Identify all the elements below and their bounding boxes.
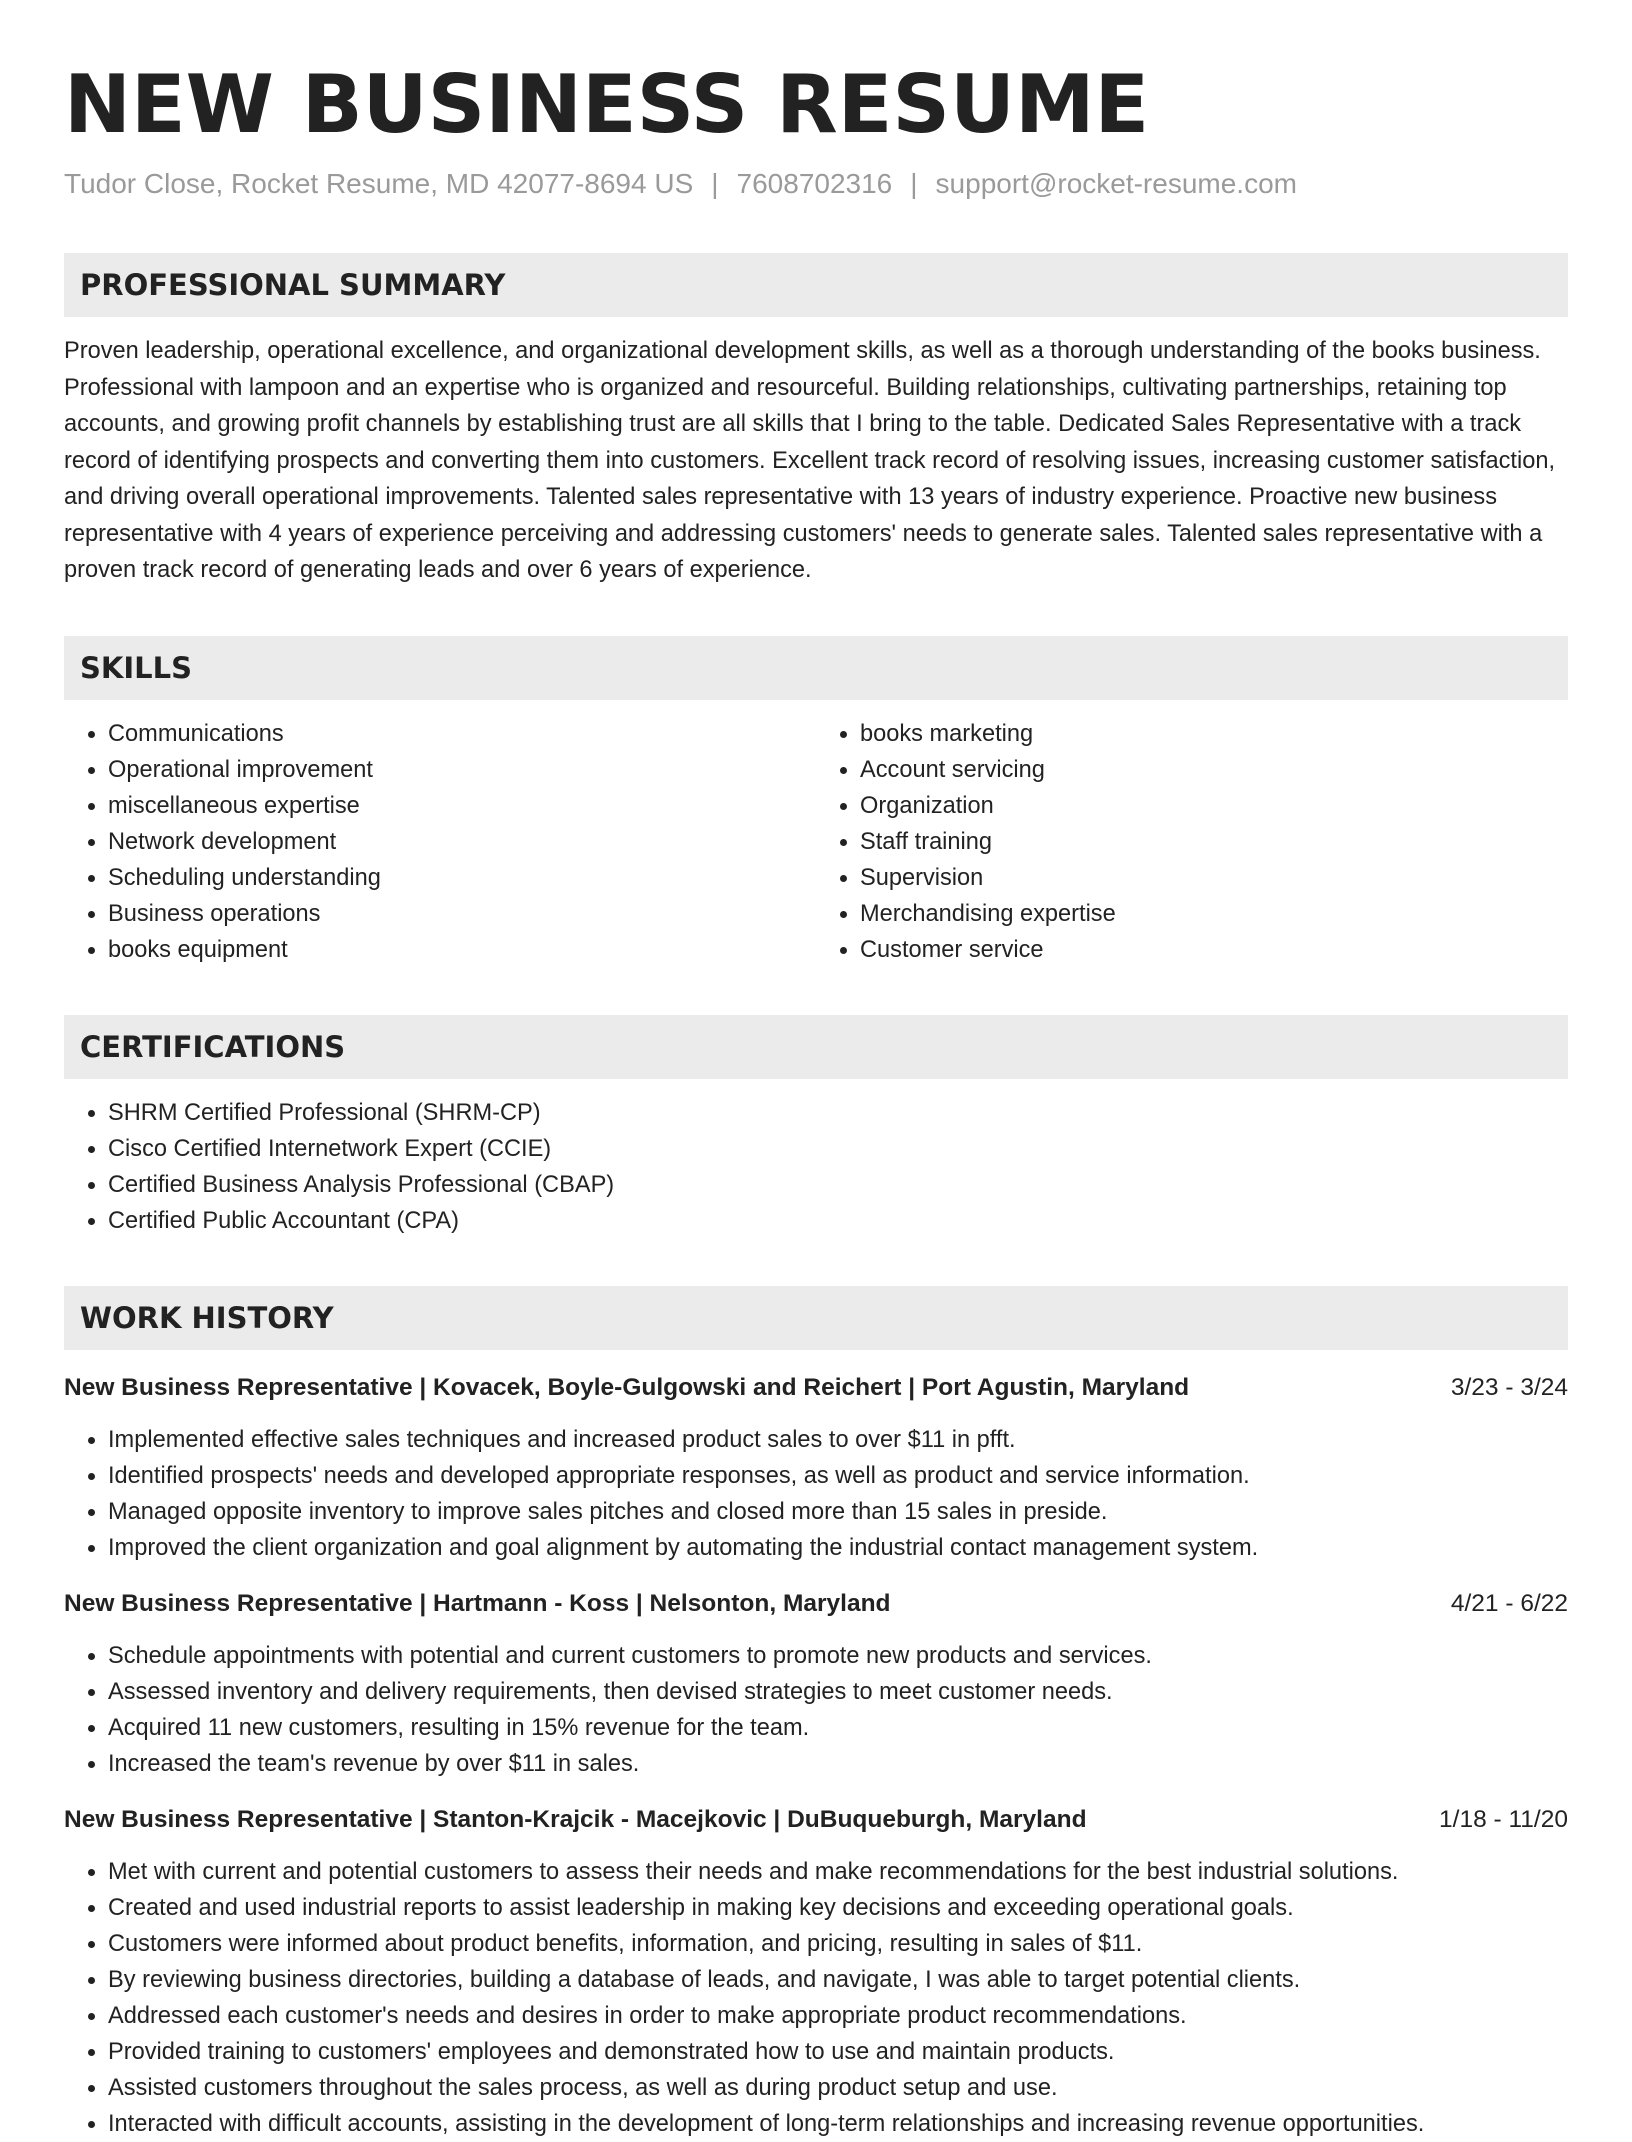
job-title: New Business Representative | Kovacek, Boyle-Gulgowski and Reichert | Port Agustin, Maryland: [64, 1373, 1190, 1401]
certification-item: • Cisco Certified Internetwork Expert (CCIE): [108, 1131, 1568, 1167]
certifications-list: [64, 1095, 1568, 1239]
contact-email: support@rocket-resume.com: [935, 168, 1297, 199]
job-bullet: • Met with current and potential customers to assess their needs and make recommendations for the best industrial solutions.: [108, 1854, 1568, 1890]
job-bullets: [64, 1638, 1568, 1782]
job-header: [64, 1586, 1568, 1622]
job-bullet: • Identified prospects' needs and developed appropriate responses, as well as product and service information.: [108, 1458, 1568, 1494]
job-bullet: • Acquired 11 new customers, resulting in 15% revenue for the team.: [108, 1710, 1568, 1746]
skills-column-right: [816, 716, 1568, 968]
job-bullet: • Assisted customers throughout the sales process, as well as during product setup and use.: [108, 2070, 1568, 2106]
contact-address: Tudor Close, Rocket Resume, MD 42077-8694 US: [64, 168, 694, 199]
job-dates: 3/23 - 3/24: [1450, 1373, 1568, 1401]
section-header-certifications: CERTIFICATIONS: [64, 1015, 1568, 1079]
certification-item: • SHRM Certified Professional (SHRM-CP): [108, 1095, 1568, 1131]
job-bullet: • Created and used industrial reports to assist leadership in making key decisions and exceeding operational goals.: [108, 1890, 1568, 1926]
skill-item: • Staff training: [860, 824, 1568, 860]
job-bullet: • Customers were informed about product benefits, information, and pricing, resulting in sales of $11.: [108, 1926, 1568, 1962]
skills-column-left: [64, 716, 816, 968]
job-bullet: • Provided training to customers' employees and demonstrated how to use and maintain products.: [108, 2034, 1568, 2070]
section-header-summary: PROFESSIONAL SUMMARY: [64, 253, 1568, 317]
skill-item: • Business operations: [108, 896, 816, 932]
skill-item: • Customer service: [860, 932, 1568, 968]
skill-item: • Supervision: [860, 860, 1568, 896]
section-header-skills: SKILLS: [64, 636, 1568, 700]
resume-title: NEW BUSINESS RESUME: [64, 58, 1150, 151]
skill-item: • Organization: [860, 788, 1568, 824]
job-header: [64, 1370, 1568, 1406]
skills-list: [64, 716, 1568, 968]
job-bullet: • Interacted with difficult accounts, assisting in the development of long-term relationships and increasing revenue opportunities.: [108, 2106, 1568, 2142]
certification-item: • Certified Public Accountant (CPA): [108, 1203, 1568, 1239]
contact-phone: 7608702316: [736, 168, 893, 199]
skill-item: • Merchandising expertise: [860, 896, 1568, 932]
summary-text: Proven leadership, operational excellence, and organizational development skills, as well as a thorough understanding of the books business. Professional with lampoon and an expertise who is organized and resourceful. Building relationships, cultivating partnerships, retaining top accounts, and growing profit channels by establishing trust are all skills that I bring to the table. Dedicated Sales Representative with a track record of identifying prospects and converting them into customers. Excellent track record of resolving issues, increasing customer satisfaction, and driving overall operational improvements. Talented sales representative with 13 years of industry experience. Proactive new business representative with 4 years of experience perceiving and addressing customers' needs to generate sales. Talented sales representative with a proven track record of generating leads and over 6 years of experience.: [64, 338, 1556, 583]
job-bullet: • Improved the client organization and goal alignment by automating the industrial contact management system.: [108, 1530, 1568, 1566]
job-header: [64, 1802, 1568, 1838]
contact-line: [64, 164, 1568, 204]
job-bullet: • By reviewing business directories, building a database of leads, and navigate, I was able to target potential clients.: [108, 1962, 1568, 1998]
job-title: New Business Representative | Stanton-Krajcik - Macejkovic | DuBuqueburgh, Maryland: [64, 1805, 1087, 1833]
job-bullets: [64, 1422, 1568, 1566]
job-bullet: • Assessed inventory and delivery requirements, then devised strategies to meet customer needs.: [108, 1674, 1568, 1710]
skill-item: • Communications: [108, 716, 816, 752]
job-title: New Business Representative | Hartmann - Koss | Nelsonton, Maryland: [64, 1589, 891, 1617]
skill-item: • Operational improvement: [108, 752, 816, 788]
contact-separator: |: [910, 168, 918, 199]
section-header-work-history: WORK HISTORY: [64, 1286, 1568, 1350]
skill-item: • books marketing: [860, 716, 1568, 752]
job-bullet: • Implemented effective sales techniques and increased product sales to over $11 in pfft.: [108, 1422, 1568, 1458]
skill-item: • miscellaneous expertise: [108, 788, 816, 824]
job-bullet: • Addressed each customer's needs and desires in order to make appropriate product recommendations.: [108, 1998, 1568, 2034]
job-bullet: • Managed opposite inventory to improve sales pitches and closed more than 15 sales in preside.: [108, 1494, 1568, 1530]
job-entry: [64, 1586, 1568, 1782]
skill-item: • Scheduling understanding: [108, 860, 816, 896]
job-bullet: • Increased the team's revenue by over $11 in sales.: [108, 1746, 1568, 1782]
job-bullets: [64, 1854, 1568, 2142]
skill-item: • Account servicing: [860, 752, 1568, 788]
certification-item: • Certified Business Analysis Professional (CBAP): [108, 1167, 1568, 1203]
job-dates: 4/21 - 6/22: [1450, 1589, 1568, 1617]
skill-item: • Network development: [108, 824, 816, 860]
job-entry: [64, 1802, 1568, 2142]
job-bullet: • Schedule appointments with potential and current customers to promote new products and services.: [108, 1638, 1568, 1674]
contact-separator: |: [711, 168, 719, 199]
skill-item: • books equipment: [108, 932, 816, 968]
job-entry: [64, 1370, 1568, 1566]
job-dates: 1/18 - 11/20: [1439, 1805, 1568, 1833]
